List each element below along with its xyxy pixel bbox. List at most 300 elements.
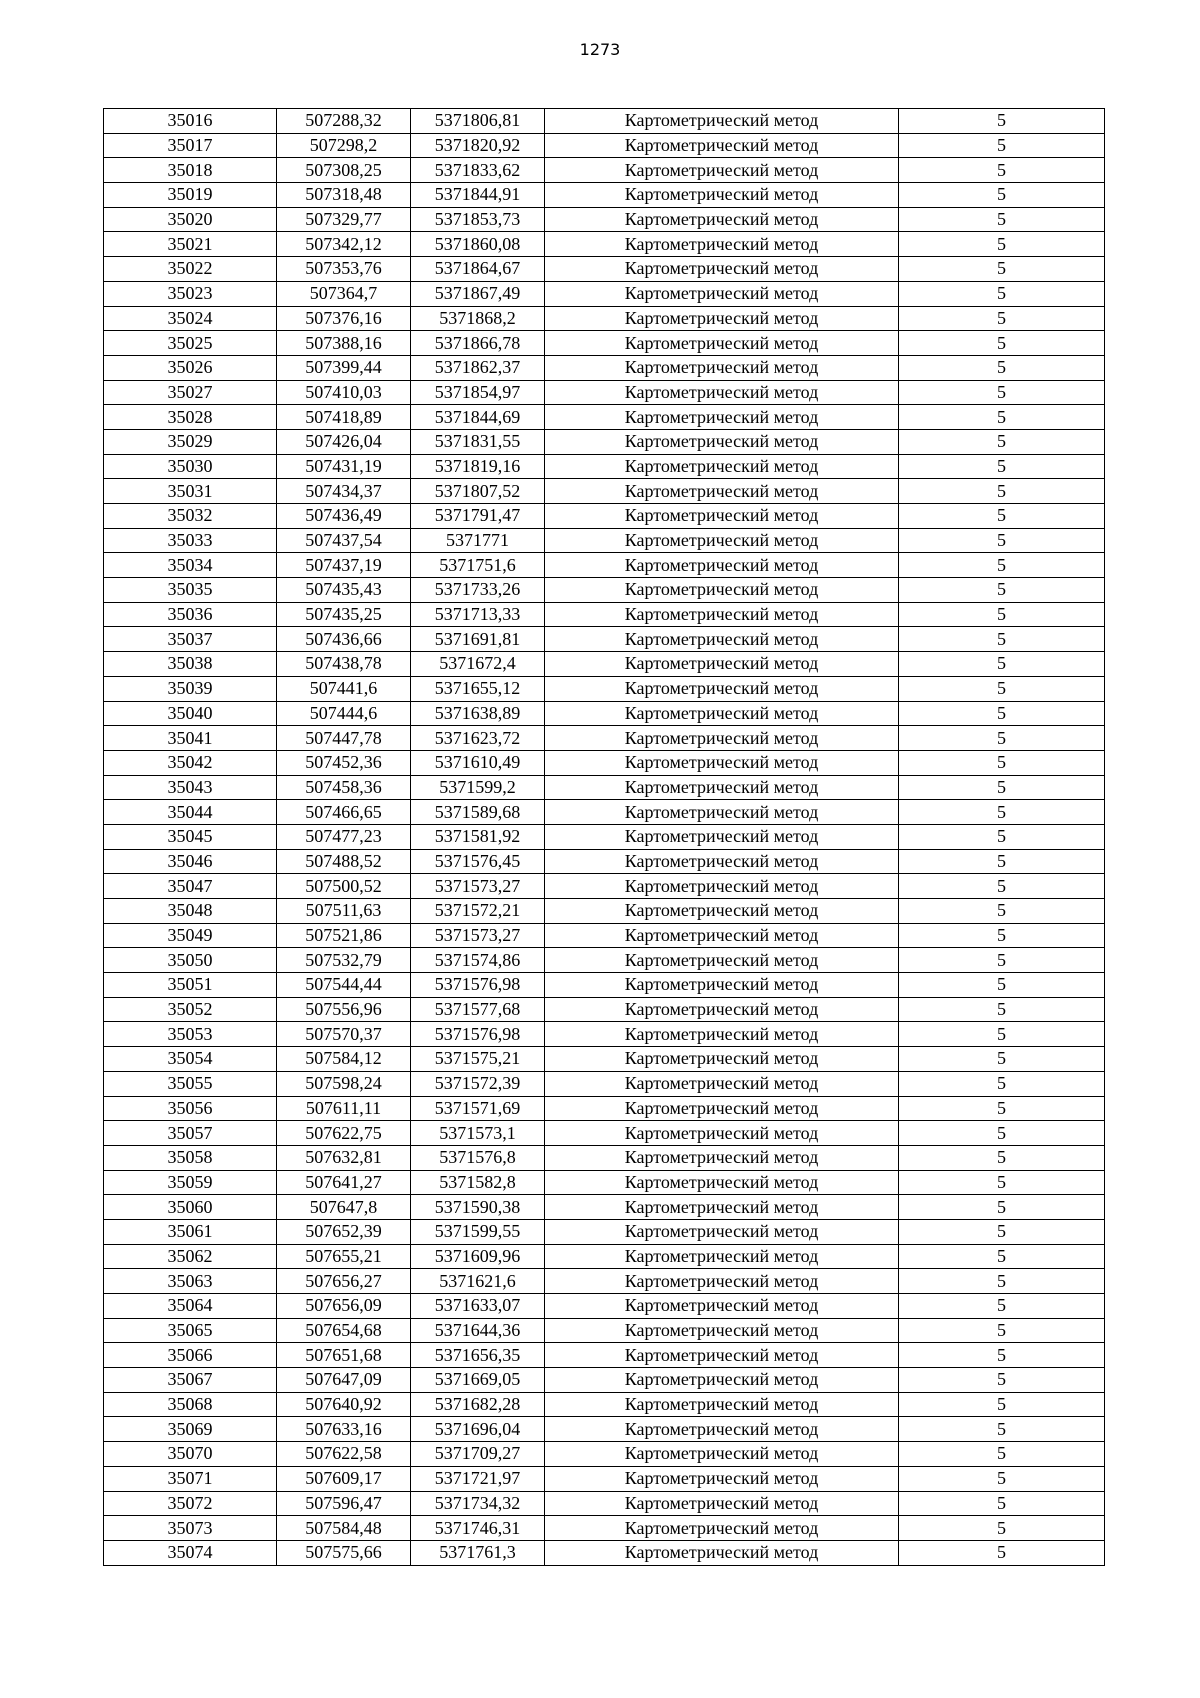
point-number-cell: 35062 [104, 1244, 277, 1269]
table-row [104, 997, 1105, 1022]
method-cell: Картометрический метод [545, 1145, 899, 1170]
x-coordinate-cell: 507434,37 [277, 479, 411, 504]
accuracy-cell: 5 [899, 627, 1105, 652]
point-number-cell: 35038 [104, 652, 277, 677]
y-coordinate-cell: 5371571,69 [411, 1096, 545, 1121]
x-coordinate-cell: 507570,37 [277, 1022, 411, 1047]
method-cell: Картометрический метод [545, 158, 899, 183]
y-coordinate-cell: 5371709,27 [411, 1442, 545, 1467]
x-coordinate-cell: 507436,49 [277, 504, 411, 529]
method-cell: Картометрический метод [545, 1071, 899, 1096]
accuracy-cell: 5 [899, 1417, 1105, 1442]
x-coordinate-cell: 507651,68 [277, 1343, 411, 1368]
method-cell: Картометрический метод [545, 726, 899, 751]
table-row [104, 528, 1105, 553]
y-coordinate-cell: 5371576,45 [411, 849, 545, 874]
point-number-cell: 35034 [104, 553, 277, 578]
table-row [104, 1047, 1105, 1072]
y-coordinate-cell: 5371623,72 [411, 726, 545, 751]
x-coordinate-cell: 507532,79 [277, 948, 411, 973]
table-row [104, 1516, 1105, 1541]
y-coordinate-cell: 5371572,21 [411, 899, 545, 924]
accuracy-cell: 5 [899, 1219, 1105, 1244]
table-row [104, 454, 1105, 479]
point-number-cell: 35071 [104, 1466, 277, 1491]
accuracy-cell: 5 [899, 380, 1105, 405]
y-coordinate-cell: 5371572,39 [411, 1071, 545, 1096]
method-cell: Картометрический метод [545, 1516, 899, 1541]
point-number-cell: 35057 [104, 1121, 277, 1146]
y-coordinate-cell: 5371866,78 [411, 331, 545, 356]
y-coordinate-cell: 5371819,16 [411, 454, 545, 479]
point-number-cell: 35018 [104, 158, 277, 183]
table-row [104, 1121, 1105, 1146]
accuracy-cell: 5 [899, 676, 1105, 701]
y-coordinate-cell: 5371573,27 [411, 874, 545, 899]
x-coordinate-cell: 507598,24 [277, 1071, 411, 1096]
point-number-cell: 35039 [104, 676, 277, 701]
x-coordinate-cell: 507633,16 [277, 1417, 411, 1442]
table-row [104, 578, 1105, 603]
table-row [104, 232, 1105, 257]
method-cell: Картометрический метод [545, 1417, 899, 1442]
y-coordinate-cell: 5371589,68 [411, 800, 545, 825]
y-coordinate-cell: 5371807,52 [411, 479, 545, 504]
y-coordinate-cell: 5371610,49 [411, 750, 545, 775]
accuracy-cell: 5 [899, 849, 1105, 874]
point-number-cell: 35055 [104, 1071, 277, 1096]
x-coordinate-cell: 507410,03 [277, 380, 411, 405]
method-cell: Картометрический метод [545, 750, 899, 775]
point-number-cell: 35032 [104, 504, 277, 529]
y-coordinate-cell: 5371573,1 [411, 1121, 545, 1146]
method-cell: Картометрический метод [545, 1368, 899, 1393]
x-coordinate-cell: 507584,12 [277, 1047, 411, 1072]
table-row [104, 306, 1105, 331]
method-cell: Картометрический метод [545, 429, 899, 454]
point-number-cell: 35020 [104, 207, 277, 232]
x-coordinate-cell: 507609,17 [277, 1466, 411, 1491]
point-number-cell: 35036 [104, 602, 277, 627]
accuracy-cell: 5 [899, 948, 1105, 973]
y-coordinate-cell: 5371733,26 [411, 578, 545, 603]
method-cell: Картометрический метод [545, 306, 899, 331]
method-cell: Картометрический метод [545, 824, 899, 849]
x-coordinate-cell: 507641,27 [277, 1170, 411, 1195]
table-row [104, 948, 1105, 973]
y-coordinate-cell: 5371761,3 [411, 1540, 545, 1565]
y-coordinate-cell: 5371576,8 [411, 1145, 545, 1170]
method-cell: Картометрический метод [545, 1318, 899, 1343]
x-coordinate-cell: 507435,43 [277, 578, 411, 603]
x-coordinate-cell: 507426,04 [277, 429, 411, 454]
table-row [104, 973, 1105, 998]
method-cell: Картометрический метод [545, 973, 899, 998]
accuracy-cell: 5 [899, 158, 1105, 183]
point-number-cell: 35033 [104, 528, 277, 553]
table-row [104, 158, 1105, 183]
x-coordinate-cell: 507500,52 [277, 874, 411, 899]
y-coordinate-cell: 5371576,98 [411, 1022, 545, 1047]
method-cell: Картометрический метод [545, 454, 899, 479]
table-row [104, 676, 1105, 701]
table-row [104, 109, 1105, 134]
accuracy-cell: 5 [899, 1540, 1105, 1565]
point-number-cell: 35042 [104, 750, 277, 775]
table-row [104, 281, 1105, 306]
y-coordinate-cell: 5371655,12 [411, 676, 545, 701]
method-cell: Картометрический метод [545, 701, 899, 726]
method-cell: Картометрический метод [545, 849, 899, 874]
x-coordinate-cell: 507437,19 [277, 553, 411, 578]
method-cell: Картометрический метод [545, 1442, 899, 1467]
accuracy-cell: 5 [899, 1442, 1105, 1467]
point-number-cell: 35047 [104, 874, 277, 899]
y-coordinate-cell: 5371771 [411, 528, 545, 553]
method-cell: Картометрический метод [545, 602, 899, 627]
x-coordinate-cell: 507364,7 [277, 281, 411, 306]
point-number-cell: 35028 [104, 405, 277, 430]
y-coordinate-cell: 5371621,6 [411, 1269, 545, 1294]
x-coordinate-cell: 507342,12 [277, 232, 411, 257]
accuracy-cell: 5 [899, 1071, 1105, 1096]
accuracy-cell: 5 [899, 1491, 1105, 1516]
y-coordinate-cell: 5371575,21 [411, 1047, 545, 1072]
table-row [104, 899, 1105, 924]
x-coordinate-cell: 507656,27 [277, 1269, 411, 1294]
y-coordinate-cell: 5371682,28 [411, 1392, 545, 1417]
method-cell: Картометрический метод [545, 183, 899, 208]
table-row [104, 1491, 1105, 1516]
point-number-cell: 35066 [104, 1343, 277, 1368]
y-coordinate-cell: 5371672,4 [411, 652, 545, 677]
point-number-cell: 35052 [104, 997, 277, 1022]
accuracy-cell: 5 [899, 232, 1105, 257]
accuracy-cell: 5 [899, 701, 1105, 726]
table-row [104, 701, 1105, 726]
method-cell: Картометрический метод [545, 1121, 899, 1146]
point-number-cell: 35041 [104, 726, 277, 751]
point-number-cell: 35022 [104, 257, 277, 282]
table-row [104, 1244, 1105, 1269]
method-cell: Картометрический метод [545, 1244, 899, 1269]
y-coordinate-cell: 5371573,27 [411, 923, 545, 948]
accuracy-cell: 5 [899, 726, 1105, 751]
y-coordinate-cell: 5371721,97 [411, 1466, 545, 1491]
x-coordinate-cell: 507652,39 [277, 1219, 411, 1244]
accuracy-cell: 5 [899, 1466, 1105, 1491]
accuracy-cell: 5 [899, 257, 1105, 282]
table-row [104, 627, 1105, 652]
x-coordinate-cell: 507458,36 [277, 775, 411, 800]
table-row [104, 257, 1105, 282]
method-cell: Картометрический метод [545, 1269, 899, 1294]
x-coordinate-cell: 507376,16 [277, 306, 411, 331]
y-coordinate-cell: 5371713,33 [411, 602, 545, 627]
point-number-cell: 35023 [104, 281, 277, 306]
table-row [104, 1145, 1105, 1170]
accuracy-cell: 5 [899, 1121, 1105, 1146]
point-number-cell: 35025 [104, 331, 277, 356]
accuracy-cell: 5 [899, 750, 1105, 775]
x-coordinate-cell: 507584,48 [277, 1516, 411, 1541]
x-coordinate-cell: 507388,16 [277, 331, 411, 356]
y-coordinate-cell: 5371868,2 [411, 306, 545, 331]
method-cell: Картометрический метод [545, 899, 899, 924]
accuracy-cell: 5 [899, 207, 1105, 232]
method-cell: Картометрический метод [545, 479, 899, 504]
table-row [104, 405, 1105, 430]
accuracy-cell: 5 [899, 1269, 1105, 1294]
method-cell: Картометрический метод [545, 1022, 899, 1047]
method-cell: Картометрический метод [545, 923, 899, 948]
table-row [104, 1096, 1105, 1121]
accuracy-cell: 5 [899, 1195, 1105, 1220]
method-cell: Картометрический метод [545, 528, 899, 553]
table-row [104, 1195, 1105, 1220]
method-cell: Картометрический метод [545, 676, 899, 701]
point-number-cell: 35044 [104, 800, 277, 825]
point-number-cell: 35063 [104, 1269, 277, 1294]
point-number-cell: 35045 [104, 824, 277, 849]
x-coordinate-cell: 507353,76 [277, 257, 411, 282]
method-cell: Картометрический метод [545, 1540, 899, 1565]
y-coordinate-cell: 5371751,6 [411, 553, 545, 578]
y-coordinate-cell: 5371576,98 [411, 973, 545, 998]
method-cell: Картометрический метод [545, 627, 899, 652]
table-row [104, 207, 1105, 232]
y-coordinate-cell: 5371746,31 [411, 1516, 545, 1541]
accuracy-cell: 5 [899, 109, 1105, 134]
accuracy-cell: 5 [899, 899, 1105, 924]
point-number-cell: 35029 [104, 429, 277, 454]
point-number-cell: 35072 [104, 1491, 277, 1516]
y-coordinate-cell: 5371574,86 [411, 948, 545, 973]
point-number-cell: 35059 [104, 1170, 277, 1195]
y-coordinate-cell: 5371599,55 [411, 1219, 545, 1244]
y-coordinate-cell: 5371860,08 [411, 232, 545, 257]
method-cell: Картометрический метод [545, 1392, 899, 1417]
point-number-cell: 35024 [104, 306, 277, 331]
x-coordinate-cell: 507418,89 [277, 405, 411, 430]
y-coordinate-cell: 5371590,38 [411, 1195, 545, 1220]
point-number-cell: 35073 [104, 1516, 277, 1541]
accuracy-cell: 5 [899, 973, 1105, 998]
point-number-cell: 35035 [104, 578, 277, 603]
table-row [104, 602, 1105, 627]
table-row [104, 1417, 1105, 1442]
x-coordinate-cell: 507596,47 [277, 1491, 411, 1516]
accuracy-cell: 5 [899, 528, 1105, 553]
accuracy-cell: 5 [899, 1244, 1105, 1269]
accuracy-cell: 5 [899, 405, 1105, 430]
y-coordinate-cell: 5371638,89 [411, 701, 545, 726]
accuracy-cell: 5 [899, 652, 1105, 677]
table-row [104, 800, 1105, 825]
x-coordinate-cell: 507437,54 [277, 528, 411, 553]
x-coordinate-cell: 507488,52 [277, 849, 411, 874]
y-coordinate-cell: 5371656,35 [411, 1343, 545, 1368]
method-cell: Картометрический метод [545, 1294, 899, 1319]
x-coordinate-cell: 507622,75 [277, 1121, 411, 1146]
accuracy-cell: 5 [899, 133, 1105, 158]
accuracy-cell: 5 [899, 479, 1105, 504]
table-row [104, 479, 1105, 504]
x-coordinate-cell: 507521,86 [277, 923, 411, 948]
x-coordinate-cell: 507431,19 [277, 454, 411, 479]
point-number-cell: 35050 [104, 948, 277, 973]
table-row [104, 183, 1105, 208]
accuracy-cell: 5 [899, 355, 1105, 380]
y-coordinate-cell: 5371644,36 [411, 1318, 545, 1343]
table-row [104, 1318, 1105, 1343]
accuracy-cell: 5 [899, 1170, 1105, 1195]
point-number-cell: 35026 [104, 355, 277, 380]
table-row [104, 1269, 1105, 1294]
accuracy-cell: 5 [899, 824, 1105, 849]
accuracy-cell: 5 [899, 1047, 1105, 1072]
table-row [104, 824, 1105, 849]
point-number-cell: 35064 [104, 1294, 277, 1319]
point-number-cell: 35053 [104, 1022, 277, 1047]
x-coordinate-cell: 507622,58 [277, 1442, 411, 1467]
accuracy-cell: 5 [899, 1294, 1105, 1319]
accuracy-cell: 5 [899, 454, 1105, 479]
method-cell: Картометрический метод [545, 874, 899, 899]
point-number-cell: 35019 [104, 183, 277, 208]
table-row [104, 553, 1105, 578]
table-row [104, 923, 1105, 948]
point-number-cell: 35074 [104, 1540, 277, 1565]
table-row [104, 355, 1105, 380]
point-number-cell: 35061 [104, 1219, 277, 1244]
table-row [104, 849, 1105, 874]
table-row [104, 1071, 1105, 1096]
point-number-cell: 35051 [104, 973, 277, 998]
y-coordinate-cell: 5371599,2 [411, 775, 545, 800]
point-number-cell: 35027 [104, 380, 277, 405]
x-coordinate-cell: 507511,63 [277, 899, 411, 924]
x-coordinate-cell: 507318,48 [277, 183, 411, 208]
method-cell: Картометрический метод [545, 578, 899, 603]
accuracy-cell: 5 [899, 800, 1105, 825]
point-number-cell: 35068 [104, 1392, 277, 1417]
table-row [104, 1022, 1105, 1047]
accuracy-cell: 5 [899, 1145, 1105, 1170]
y-coordinate-cell: 5371820,92 [411, 133, 545, 158]
accuracy-cell: 5 [899, 1392, 1105, 1417]
x-coordinate-cell: 507647,8 [277, 1195, 411, 1220]
x-coordinate-cell: 507329,77 [277, 207, 411, 232]
y-coordinate-cell: 5371844,91 [411, 183, 545, 208]
y-coordinate-cell: 5371669,05 [411, 1368, 545, 1393]
accuracy-cell: 5 [899, 331, 1105, 356]
method-cell: Картометрический метод [545, 232, 899, 257]
x-coordinate-cell: 507399,44 [277, 355, 411, 380]
point-number-cell: 35031 [104, 479, 277, 504]
table-row [104, 504, 1105, 529]
point-number-cell: 35049 [104, 923, 277, 948]
accuracy-cell: 5 [899, 1368, 1105, 1393]
method-cell: Картометрический метод [545, 504, 899, 529]
table-row [104, 1466, 1105, 1491]
method-cell: Картометрический метод [545, 652, 899, 677]
y-coordinate-cell: 5371864,67 [411, 257, 545, 282]
x-coordinate-cell: 507452,36 [277, 750, 411, 775]
method-cell: Картометрический метод [545, 1343, 899, 1368]
x-coordinate-cell: 507288,32 [277, 109, 411, 134]
coordinates-table [103, 108, 1105, 1566]
table-row [104, 1343, 1105, 1368]
y-coordinate-cell: 5371806,81 [411, 109, 545, 134]
point-number-cell: 35030 [104, 454, 277, 479]
x-coordinate-cell: 507655,21 [277, 1244, 411, 1269]
point-number-cell: 35040 [104, 701, 277, 726]
x-coordinate-cell: 507611,11 [277, 1096, 411, 1121]
x-coordinate-cell: 507435,25 [277, 602, 411, 627]
accuracy-cell: 5 [899, 602, 1105, 627]
point-number-cell: 35037 [104, 627, 277, 652]
accuracy-cell: 5 [899, 1318, 1105, 1343]
method-cell: Картометрический метод [545, 380, 899, 405]
table-row [104, 874, 1105, 899]
x-coordinate-cell: 507308,25 [277, 158, 411, 183]
accuracy-cell: 5 [899, 578, 1105, 603]
accuracy-cell: 5 [899, 1516, 1105, 1541]
y-coordinate-cell: 5371582,8 [411, 1170, 545, 1195]
table-row [104, 429, 1105, 454]
y-coordinate-cell: 5371862,37 [411, 355, 545, 380]
method-cell: Картометрический метод [545, 997, 899, 1022]
accuracy-cell: 5 [899, 1096, 1105, 1121]
table-row [104, 652, 1105, 677]
point-number-cell: 35021 [104, 232, 277, 257]
y-coordinate-cell: 5371854,97 [411, 380, 545, 405]
x-coordinate-cell: 507298,2 [277, 133, 411, 158]
method-cell: Картометрический метод [545, 133, 899, 158]
method-cell: Картометрический метод [545, 1047, 899, 1072]
point-number-cell: 35046 [104, 849, 277, 874]
table-row [104, 380, 1105, 405]
y-coordinate-cell: 5371791,47 [411, 504, 545, 529]
table-row [104, 750, 1105, 775]
y-coordinate-cell: 5371577,68 [411, 997, 545, 1022]
table-row [104, 1392, 1105, 1417]
x-coordinate-cell: 507556,96 [277, 997, 411, 1022]
point-number-cell: 35048 [104, 899, 277, 924]
x-coordinate-cell: 507466,65 [277, 800, 411, 825]
y-coordinate-cell: 5371853,73 [411, 207, 545, 232]
accuracy-cell: 5 [899, 923, 1105, 948]
table-row [104, 1540, 1105, 1565]
x-coordinate-cell: 507444,6 [277, 701, 411, 726]
accuracy-cell: 5 [899, 281, 1105, 306]
table-row [104, 1294, 1105, 1319]
point-number-cell: 35043 [104, 775, 277, 800]
page-number: 1273 [579, 40, 621, 59]
point-number-cell: 35060 [104, 1195, 277, 1220]
method-cell: Картометрический метод [545, 553, 899, 578]
x-coordinate-cell: 507436,66 [277, 627, 411, 652]
method-cell: Картометрический метод [545, 1170, 899, 1195]
point-number-cell: 35058 [104, 1145, 277, 1170]
x-coordinate-cell: 507438,78 [277, 652, 411, 677]
method-cell: Картометрический метод [545, 1195, 899, 1220]
point-number-cell: 35054 [104, 1047, 277, 1072]
y-coordinate-cell: 5371609,96 [411, 1244, 545, 1269]
accuracy-cell: 5 [899, 504, 1105, 529]
method-cell: Картометрический метод [545, 331, 899, 356]
